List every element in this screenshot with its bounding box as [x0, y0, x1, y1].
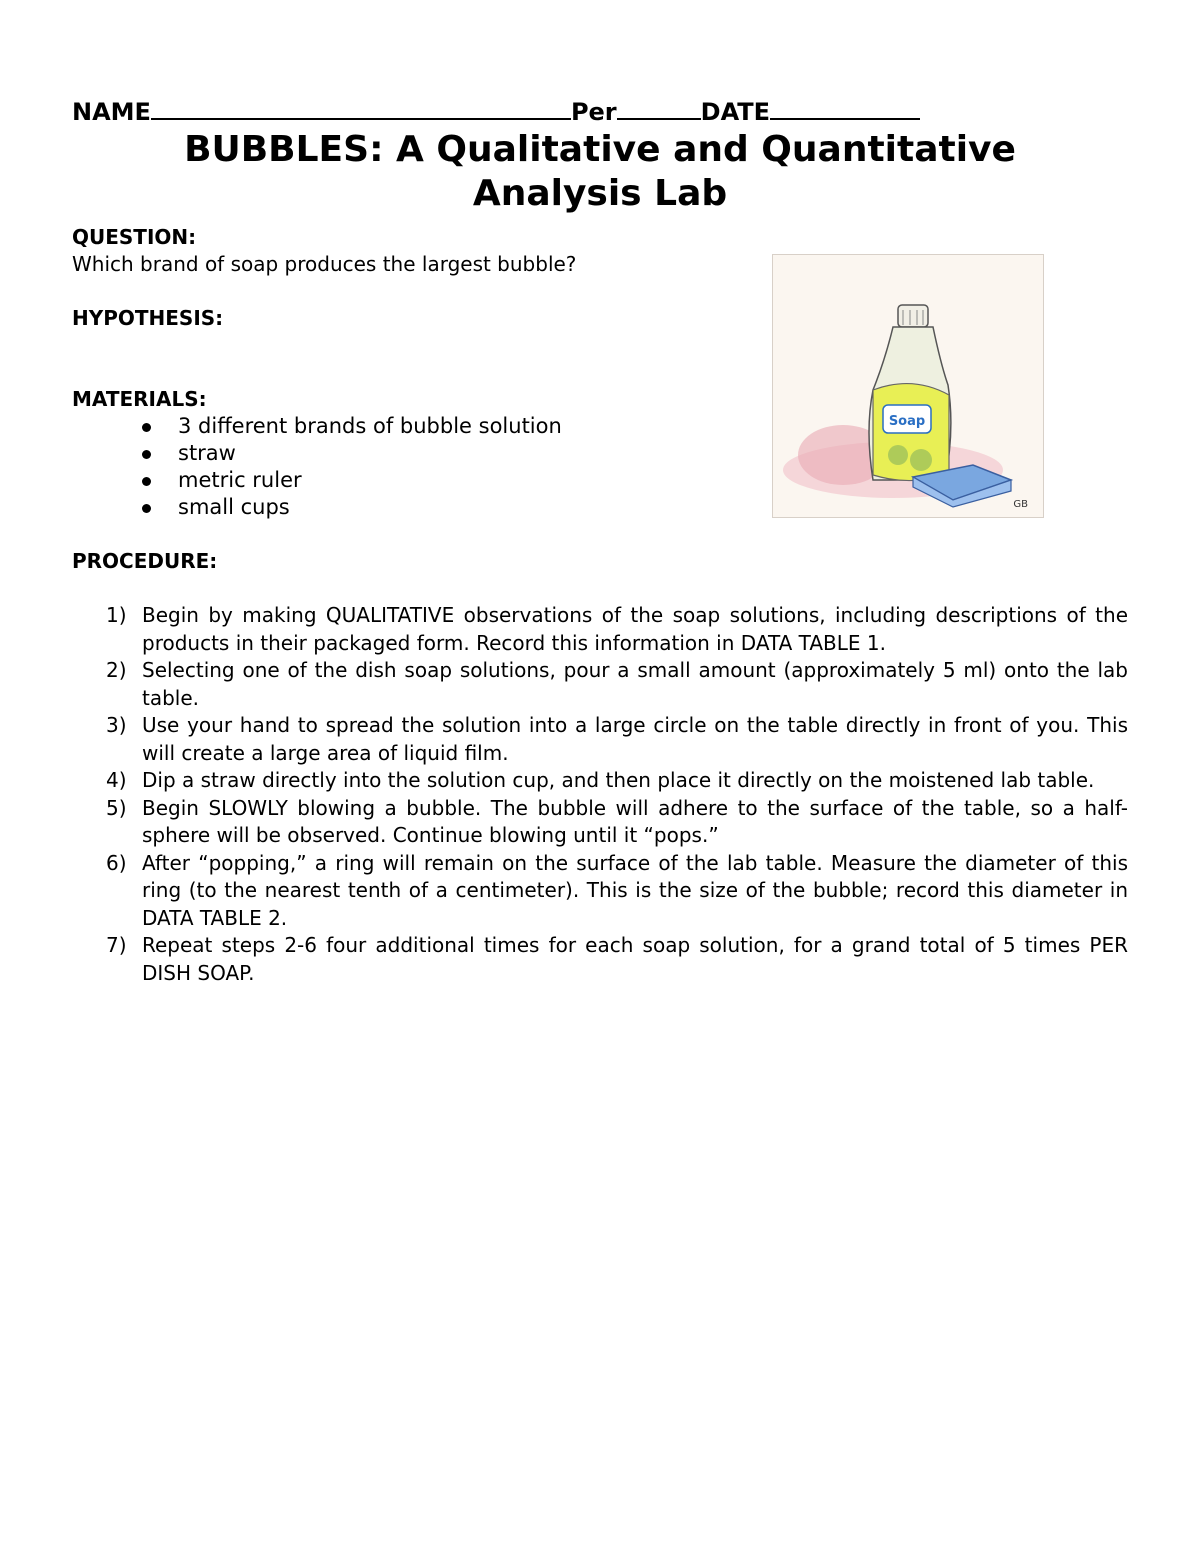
step-number: 7)	[106, 933, 127, 957]
name-field[interactable]	[151, 96, 571, 120]
list-item: 3 different brands of bubble solution	[142, 413, 1128, 440]
date-label: DATE	[700, 98, 771, 126]
step-text: Begin by making QUALITATIVE observations of the soap solutions, including descriptions of the products in their packaged form. Record this information in DATA TABLE 1.	[142, 603, 1128, 655]
artist-initials: GB	[1013, 499, 1028, 510]
per-label: Per	[570, 98, 617, 126]
list-item: small cups	[142, 494, 1128, 521]
list-item	[72, 602, 1128, 657]
list-item	[72, 712, 1128, 767]
materials-heading: MATERIALS:	[72, 387, 207, 411]
question-text: Which brand of soap produces the largest bubble?	[72, 252, 577, 276]
title-line-1: BUBBLES: A Qualitative and Quantitative	[184, 129, 1016, 170]
title-line-2: Analysis Lab	[472, 173, 728, 214]
soap-bottle-illustration	[772, 254, 1044, 518]
soap-label: Soap	[888, 414, 926, 429]
step-text: Begin SLOWLY blowing a bubble. The bubble will adhere to the surface of the table, so a half-sphere will be observed. Continue blowing until it “pops.”	[142, 795, 1128, 847]
list-item	[72, 795, 1128, 850]
step-text: Dip a straw directly into the solution cup, and then place it directly on the moistened lab table.	[142, 768, 1095, 792]
hypothesis-heading: HYPOTHESIS:	[72, 306, 224, 330]
procedure-list	[72, 602, 1128, 987]
header-line	[72, 96, 1128, 128]
period-field[interactable]	[617, 96, 701, 120]
step-text: Selecting one of the dish soap solutions, pour a small amount (approximately 5 ml) onto the lab table.	[142, 658, 1128, 710]
list-item: straw	[142, 440, 1128, 467]
step-number: 3)	[106, 713, 127, 737]
step-text: After “popping,” a ring will remain on the surface of the lab table. Measure the diameter of this ring (to the nearest tenth of a centimeter). This is the size of the bubble; record this diameter in DATA TABLE 2.	[142, 850, 1128, 930]
step-number: 1)	[106, 603, 127, 627]
date-field[interactable]	[770, 96, 920, 120]
procedure-heading: PROCEDURE:	[72, 549, 218, 573]
list-item	[72, 850, 1128, 933]
page-title	[72, 128, 1128, 216]
step-text: Use your hand to spread the solution into a large circle on the table directly in front of you. This will create a large area of liquid film.	[142, 713, 1128, 765]
worksheet	[72, 96, 1128, 987]
step-number: 2)	[106, 658, 127, 682]
step-number: 6)	[106, 850, 127, 875]
question-heading: QUESTION:	[72, 225, 197, 249]
step-number: 5)	[106, 795, 127, 820]
name-label: NAME	[72, 98, 151, 126]
step-number: 4)	[106, 768, 127, 792]
step-text: Repeat steps 2-6 four additional times for each soap solution, for a grand total of 5 times PER DISH SOAP.	[142, 933, 1128, 985]
list-item	[72, 932, 1128, 987]
list-item	[72, 657, 1128, 712]
list-item: metric ruler	[142, 467, 1128, 494]
list-item	[72, 767, 1128, 795]
soap-bottle-icon	[773, 255, 1043, 517]
